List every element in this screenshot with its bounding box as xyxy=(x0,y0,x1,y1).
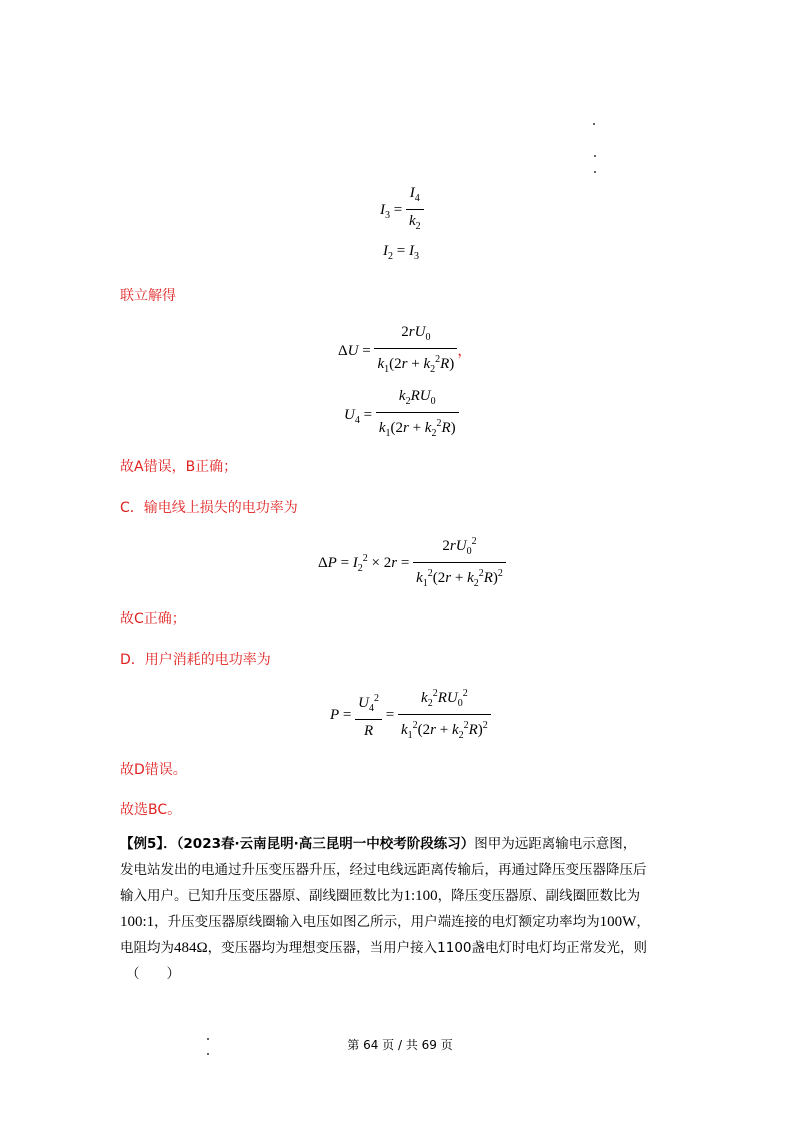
equation-delta-u: ΔU = $\frac{2rU_0}{k_1(2r + k_2^2R)}$ ， xyxy=(338,322,472,381)
fraction: $\frac{2rU_0^2}{k_1^2(2r + k_2^2R)^2}$ xyxy=(413,532,506,595)
problem-line-5 xyxy=(120,935,680,961)
problem-text: ，升压变压器原线圈输入电压如图乙所示，用户端连接的电灯额定功率均为 xyxy=(154,914,600,930)
stray-dot xyxy=(207,1053,209,1055)
problem-text: 输入用户。已知升压变压器原、副线圈匝数比为 xyxy=(120,888,404,904)
stray-dot xyxy=(594,171,596,173)
stray-dot xyxy=(593,123,595,125)
fraction: $\frac{k_2^2RU_0^2}{k_1^2(2r + k_2^2R)^2}$ xyxy=(398,684,491,747)
power-value: 100W xyxy=(599,914,637,930)
problem-text: ，变压器均为理想变压器，当用户接入1100盏电灯时电灯均正常发光，则 xyxy=(207,940,648,956)
problem-text: 图甲为远距离输电示意图， xyxy=(474,836,637,852)
stray-dot xyxy=(594,155,596,157)
resistance-value: 484Ω xyxy=(174,940,208,956)
problem-block xyxy=(120,831,680,987)
problem-line-1 xyxy=(120,831,680,857)
option-c-text: C．输电线上损失的电功率为 xyxy=(120,500,298,516)
fraction: $\frac{2rU_0}{k_1(2r + k_2^2R)}$ xyxy=(374,322,457,381)
fraction: $\frac{U_4^2}{R}$ xyxy=(355,689,382,742)
page-number: 第 64 页 / 共 69 页 xyxy=(347,1038,453,1052)
option-d-text: D．用户消耗的电功率为 xyxy=(120,652,271,668)
answer-blank: （ ） xyxy=(126,966,180,982)
problem-text: ，降压变压器原、副线圈匝数比为 xyxy=(437,888,641,904)
equation-delta-p: $\Delta P = I_2^2 \times 2r$ = $\frac{2rU_0^2}{k_1^2(2r + k_2^2R)^2}$ xyxy=(318,532,506,595)
problem-line-4 xyxy=(120,909,680,935)
conclusion-d: 故D错误。 xyxy=(120,762,187,778)
answer-text: 故选BC。 xyxy=(120,802,182,818)
problem-text: 电阻均为 xyxy=(120,940,174,956)
joint-solve-text: 联立解得 xyxy=(120,288,176,304)
conclusion-c: 故C正确； xyxy=(120,611,186,627)
equation-p: P = $\frac{U_4^2}{R}$ = $\frac{k_2^2RU_0^2}{k_1^2(2r + k_2^2R)^2}$ xyxy=(330,684,491,747)
equation-i3: $I_3$ = $\frac{I_4}{k_2}$ xyxy=(380,183,424,238)
ratio-value: 100:1 xyxy=(120,914,155,930)
problem-source: （2023春·云南昆明·高三昆明一中校考阶段练习） xyxy=(176,836,475,852)
equation-u4: $U_4$ = $\frac{k_2RU_0}{k_1(2r + k_2^2R)}$ xyxy=(344,386,459,445)
equation-i2: $I_2 = I_3$ xyxy=(383,243,419,262)
problem-line-2: 发电站发出的电通过升压变压器升压，经过电线远距离传输后，再通过降压变压器降压后 xyxy=(120,862,647,878)
problem-line-3 xyxy=(120,883,680,909)
comma: ， xyxy=(457,342,473,359)
fraction: $\frac{I_4}{k_2}$ xyxy=(406,183,424,238)
conclusion-ab: 故A错误，B正确； xyxy=(120,459,238,475)
ratio-value: 1:100 xyxy=(403,888,438,904)
problem-tag: 【例5】． xyxy=(120,836,177,852)
problem-text: ， xyxy=(636,914,650,930)
fraction: $\frac{k_2RU_0}{k_1(2r + k_2^2R)}$ xyxy=(376,386,459,445)
